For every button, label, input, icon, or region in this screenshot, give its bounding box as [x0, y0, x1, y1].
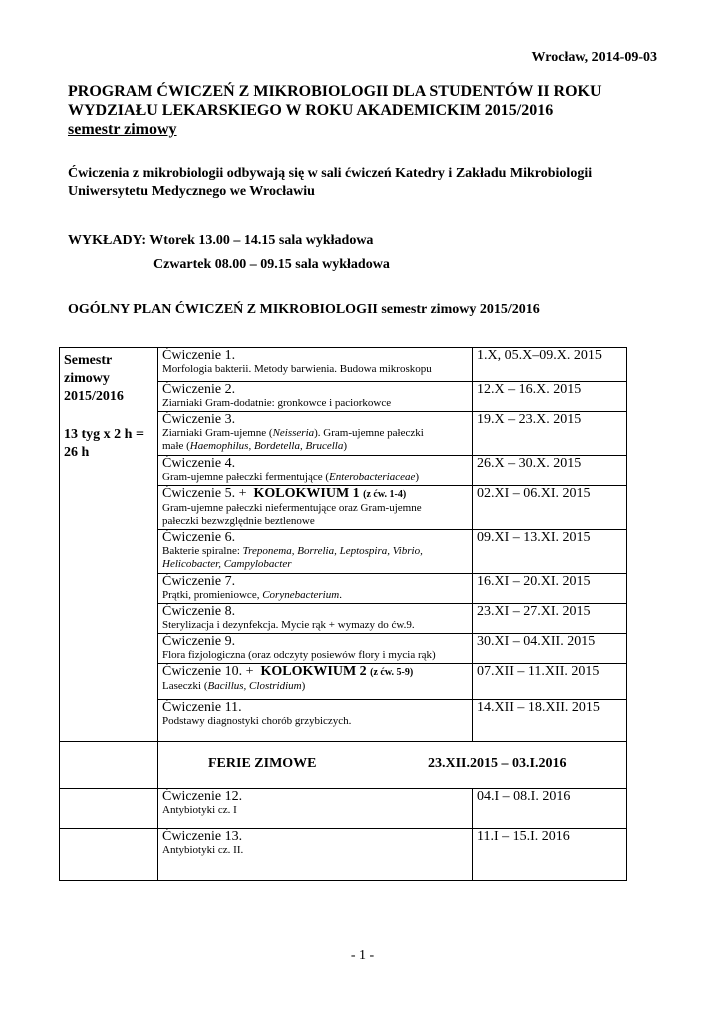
- exercise-dates: 23.XI – 27.XI. 2015: [473, 604, 627, 634]
- exercise-title: Ćwiczenie 10. + KOLOKWIUM 2 (z ćw. 5-9): [162, 664, 414, 679]
- exercise-cell: [158, 456, 473, 486]
- exercise-desc: Morfologia bakterii. Metody barwienia. Budowa mikroskopu: [162, 363, 432, 375]
- exercise-dates: 12.X – 16.X. 2015: [473, 382, 627, 412]
- exercise-title: Ćwiczenie 5. + KOLOKWIUM 1 (z ćw. 1-4): [162, 486, 407, 501]
- title-line-3: semestr zimowy: [68, 121, 177, 138]
- exercise-dates: 26.X – 30.X. 2015: [473, 456, 627, 486]
- exercise-desc: Antybiotyki cz. II.: [162, 844, 244, 856]
- exercise-dates: 09.XI – 13.XI. 2015: [473, 530, 627, 574]
- exercise-cell: [158, 530, 473, 574]
- exercise-title: Ćwiczenie 4.: [162, 456, 236, 471]
- exercise-desc: Gram-ujemne pałeczki fermentujące (Enterobacteriaceae): [162, 471, 420, 483]
- semester-line-5: 26 h: [64, 445, 90, 460]
- table-row: [60, 348, 627, 382]
- page-number: - 1 -: [350, 948, 375, 963]
- exercise-title: Ćwiczenie 12.: [162, 789, 243, 804]
- document-title: [68, 82, 602, 139]
- exercise-cell: [158, 789, 473, 829]
- exercise-title: Ćwiczenie 3.: [162, 412, 236, 427]
- table-row: [60, 829, 627, 881]
- exercise-dates: 1.X, 05.X–09.X. 2015: [473, 348, 627, 382]
- exercise-title: Ćwiczenie 1.: [162, 348, 236, 363]
- table-row: [60, 742, 627, 789]
- exercise-desc: Laseczki (Bacillus, Clostridium): [162, 680, 306, 692]
- lectures-line-1: WYKŁADY: Wtorek 13.00 – 14.15 sala wykładowa: [68, 233, 374, 248]
- exercise-title: Ćwiczenie 11.: [162, 700, 242, 715]
- exercise-title: Ćwiczenie 13.: [162, 829, 243, 844]
- exercise-cell: [158, 382, 473, 412]
- exercise-cell: [158, 700, 473, 742]
- exercise-desc: Ziarniaki Gram-ujemne (Neisseria). Gram-ujemne pałeczki małe (Haemophilus, Bordetella, Brucella): [162, 427, 424, 452]
- exercise-dates: 02.XI – 06.XI. 2015: [473, 486, 627, 530]
- exercise-title: Ćwiczenie 8.: [162, 604, 236, 619]
- semester-line-1: Semestr: [64, 353, 113, 368]
- exercise-cell: [158, 574, 473, 604]
- exercise-dates: 19.X – 23.X. 2015: [473, 412, 627, 456]
- ferie-spacer-cell: [60, 742, 158, 789]
- exercise-title: Ćwiczenie 9.: [162, 634, 236, 649]
- ferie-dates: 23.XII.2015 – 03.I.2016: [428, 756, 567, 771]
- exercise-dates: 07.XII – 11.XII. 2015: [473, 664, 627, 700]
- exercise-desc: Antybiotyki cz. I: [162, 804, 237, 816]
- semester-line-2: zimowy: [64, 371, 110, 386]
- exercise-cell: [158, 348, 473, 382]
- document-date: Wrocław, 2014-09-03: [531, 50, 657, 65]
- title-line-2: WYDZIAŁU LEKARSKIEGO W ROKU AKADEMICKIM 2015/2016: [68, 102, 554, 119]
- exercise-desc: Prątki, promieniowce, Corynebacterium.: [162, 589, 342, 601]
- table-row: [60, 789, 627, 829]
- ferie-label: FERIE ZIMOWE: [208, 756, 317, 771]
- intro-line-2: Uniwersytetu Medycznego we Wrocławiu: [68, 184, 315, 199]
- exercise-dates: 16.XI – 20.XI. 2015: [473, 574, 627, 604]
- semester-line-3: 2015/2016: [64, 389, 124, 404]
- exercise-dates: 30.XI – 04.XII. 2015: [473, 634, 627, 664]
- exercise-desc: Gram-ujemne pałeczki niefermentujące oraz Gram-ujemne pałeczki bezwzględnie beztlenowe: [162, 502, 422, 527]
- intro-line-1: Ćwiczenia z mikrobiologii odbywają się w sali ćwiczeń Katedry i Zakładu Mikrobiologii: [68, 166, 593, 181]
- semester-cell: [60, 348, 158, 742]
- exercise-desc: Ziarniaki Gram-dodatnie: gronkowce i paciorkowce: [162, 397, 392, 409]
- intro-paragraph: [68, 165, 592, 201]
- schedule-table: [59, 347, 627, 881]
- title-line-1: PROGRAM ĆWICZEŃ Z MIKROBIOLOGII DLA STUDENTÓW II ROKU: [68, 83, 602, 100]
- exercise-title: Ćwiczenie 2.: [162, 382, 236, 397]
- empty-cell: [60, 829, 158, 881]
- exercise-cell: [158, 412, 473, 456]
- exercise-cell: [158, 604, 473, 634]
- exercise-dates: 11.I – 15.I. 2016: [473, 829, 627, 881]
- exercise-cell: [158, 829, 473, 881]
- exercise-desc: Flora fizjologiczna (oraz odczyty posiewów flory i mycia rąk): [162, 649, 436, 661]
- semester-line-4: 13 tyg x 2 h =: [64, 427, 144, 442]
- ferie-cell: [158, 742, 627, 789]
- empty-cell: [60, 789, 158, 829]
- exercise-cell: [158, 664, 473, 700]
- exercise-dates: 14.XII – 18.XII. 2015: [473, 700, 627, 742]
- exercise-cell: [158, 634, 473, 664]
- exercise-desc: Podstawy diagnostyki chorób grzybiczych.: [162, 715, 352, 727]
- exercise-dates: 04.I – 08.I. 2016: [473, 789, 627, 829]
- exercise-desc: Sterylizacja i dezynfekcja. Mycie rąk + wymazy do ćw.9.: [162, 619, 415, 631]
- lectures-line-2: Czwartek 08.00 – 09.15 sala wykładowa: [153, 257, 390, 272]
- plan-title: OGÓLNY PLAN ĆWICZEŃ Z MIKROBIOLOGII semestr zimowy 2015/2016: [68, 302, 540, 317]
- exercise-title: Ćwiczenie 6.: [162, 530, 236, 545]
- exercise-desc: Bakterie spiralne: Treponema, Borrelia, Leptospira, Vibrio, Helicobacter, Campylobacter: [162, 545, 423, 570]
- exercise-cell: [158, 486, 473, 530]
- exercise-title: Ćwiczenie 7.: [162, 574, 236, 589]
